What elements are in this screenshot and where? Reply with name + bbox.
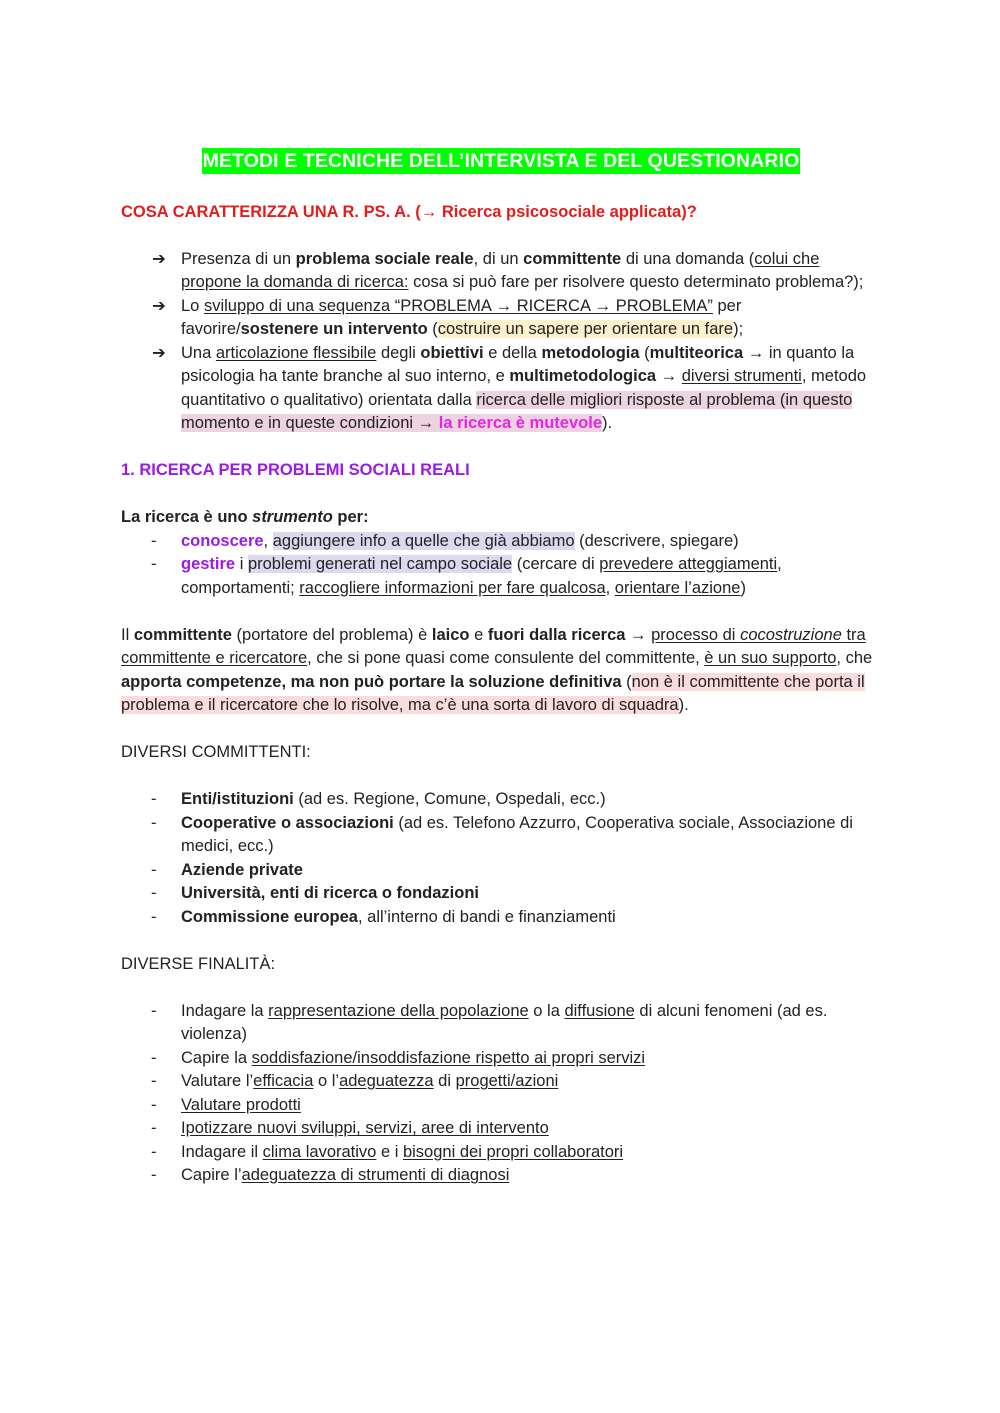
list-item: ➔ Lo sviluppo di una sequenza “PROBLEMA → RICERCA → PROBLEMA” per favorire/sostenere un intervento (costruire un sapere per orientare un fare); bbox=[152, 296, 744, 338]
list-item: - Indagare il clima lavorativo e i bisogni dei propri collaboratori bbox=[151, 1142, 624, 1161]
intro-line: La ricerca è uno strumento per: bbox=[121, 508, 369, 526]
list-item: - Enti/istituzioni (ad es. Regione, Comune, Ospedali, ecc.) bbox=[151, 790, 606, 808]
purposes-list bbox=[121, 530, 881, 601]
committenti-list bbox=[121, 788, 881, 929]
list-item: - Indagare la rappresentazione della popolazione o la diffusione di alcuni fenomeni (ad es. violenza) bbox=[151, 1001, 828, 1043]
list-item: - Aziende private bbox=[151, 860, 303, 879]
list-item: ➔ Una articolazione flessibile degli obiettivi e della metodologia (multiteorica → in quanto la psicologia ha tante branche al suo interno, e multimetodologica → diversi strumenti, metodo quantitativo o qualitativo) orientata dalla ricerca delle migliori risposte al problema (in questo momento e in queste condizioni → la ricerca è mutevole). bbox=[152, 343, 867, 432]
list-item: - Valutare prodotti bbox=[151, 1095, 301, 1114]
list-item: - Commissione europea, all’interno di bandi e finanziamenti bbox=[151, 907, 616, 926]
list-item: - Ipotizzare nuovi sviluppi, servizi, aree di intervento bbox=[151, 1119, 549, 1137]
committente-paragraph: Il committente (portatore del problema) è laico e fuori dalla ricerca → processo di cocostruzione tra committente e ricercatore, che si pone quasi come consulente del committente, è un suo supporto, che apporta competenze, ma non può portare la soluzione definitiva (non è il committente che porta il problema e il ricercatore che lo risolve, ma c’è una sorta di lavoro di squadra). bbox=[121, 625, 873, 714]
list-item: ➔ Presenza di un problema sociale reale, di un committente di una domanda (colui che propone la domanda di ricerca: cosa si può fare per risolvere questo determinato problema?); bbox=[152, 249, 864, 291]
document-title: METODI E TECNICHE DELL’INTERVISTA E DEL QUESTIONARIO bbox=[202, 150, 800, 172]
committenti-heading: DIVERSI COMMITTENTI: bbox=[121, 743, 311, 761]
section-heading-rpsa: COSA CARATTERIZZA UNA R. PS. A. (→ Ricerca psicosociale applicata)? bbox=[121, 202, 697, 221]
arrow-icon: ➔ bbox=[152, 343, 166, 362]
document-page bbox=[121, 150, 881, 1188]
list-item: - gestire i problemi generati nel campo sociale (cercare di prevedere atteggiamenti, comportamenti; raccogliere informazioni per fare qualcosa, orientare l’azione) bbox=[151, 555, 782, 597]
section-heading-problemi-sociali: 1. RICERCA PER PROBLEMI SOCIALI REALI bbox=[121, 461, 470, 479]
list-item: - Università, enti di ricerca o fondazioni bbox=[151, 884, 479, 902]
finalita-list bbox=[121, 1000, 881, 1188]
list-item: - conoscere, aggiungere info a quelle che già abbiamo (descrivere, spiegare) bbox=[151, 531, 739, 550]
finalita-heading: DIVERSE FINALITÀ: bbox=[121, 954, 276, 973]
arrow-icon: ➔ bbox=[152, 249, 166, 268]
list-item: - Capire l’adeguatezza di strumenti di diagnosi bbox=[151, 1166, 510, 1184]
list-item: - Valutare l’efficacia o l’adeguatezza di progetti/azioni bbox=[151, 1072, 559, 1090]
characteristics-list bbox=[121, 248, 881, 436]
arrow-icon: ➔ bbox=[152, 296, 166, 315]
list-item: - Capire la soddisfazione/insoddisfazione rispetto ai propri servizi bbox=[151, 1048, 646, 1067]
list-item: - Cooperative o associazioni (ad es. Telefono Azzurro, Cooperativa sociale, Associazione di medici, ecc.) bbox=[151, 813, 853, 855]
